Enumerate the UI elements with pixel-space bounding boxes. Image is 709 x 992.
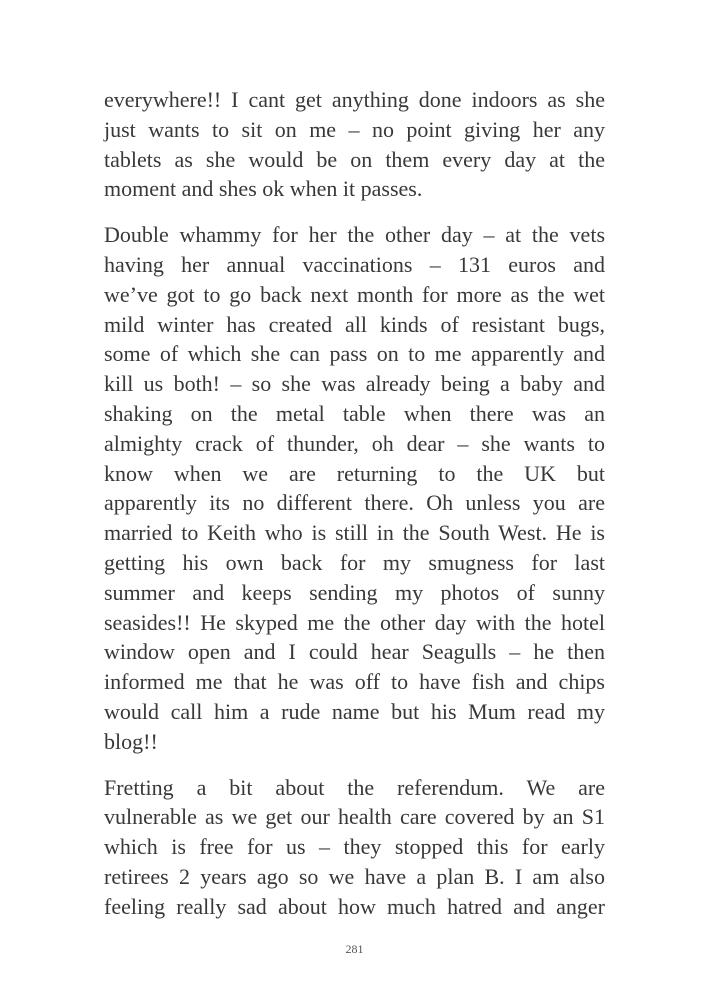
text-line: apparently its no different there. Oh unless you are — [104, 490, 605, 516]
text-line: getting his own back for my smugness for last — [104, 549, 605, 575]
text-line: just wants to sit on me – no point giving her any — [104, 116, 605, 142]
text-line: blog!! — [104, 728, 158, 754]
text-line: Double whammy for her the other day – at the vets — [104, 222, 605, 248]
paragraph — [104, 773, 605, 922]
text-line: seasides!! He skyped me the other day with the hotel — [104, 609, 605, 635]
paragraph — [104, 85, 605, 204]
text-line: vulnerable as we get our health care covered by an S1 — [104, 804, 605, 830]
text-line: which is free for us – they stopped this for early — [104, 834, 605, 860]
text-line: Fretting a bit about the referendum. We are — [104, 774, 605, 800]
text-line: tablets as she would be on them every day at the — [104, 146, 605, 172]
text-line: summer and keeps sending my photos of sunny — [104, 579, 605, 605]
text-line: shaking on the metal table when there was an — [104, 400, 605, 426]
text-line: having her annual vaccinations – 131 euros and — [104, 251, 605, 277]
text-line: window open and I could hear Seagulls – he then — [104, 639, 605, 665]
text-line: almighty crack of thunder, oh dear – she wants to — [104, 430, 605, 456]
page-number: 281 — [345, 942, 364, 956]
text-line: moment and shes ok when it passes. — [104, 176, 423, 202]
text-line: would call him a rude name but his Mum read my — [104, 698, 605, 724]
text-line: mild winter has created all kinds of resistant bugs, — [104, 311, 605, 337]
text-line: we’ve got to go back next month for more as the wet — [104, 281, 605, 307]
text-line: married to Keith who is still in the South West. He is — [104, 520, 605, 546]
text-line: retirees 2 years ago so we have a plan B. I am also — [104, 863, 605, 889]
text-line: know when we are returning to the UK but — [104, 460, 605, 486]
paragraph — [104, 220, 605, 756]
text-line: everywhere!! I cant get anything done indoors as she — [104, 87, 605, 112]
text-line: some of which she can pass on to me apparently and — [104, 341, 605, 367]
page-body — [104, 85, 605, 938]
text-line: feeling really sad about how much hatred and anger — [104, 893, 605, 919]
text-line: informed me that he was off to have fish and chips — [104, 669, 605, 695]
text-line: kill us both! – so she was already being a baby and — [104, 371, 605, 397]
